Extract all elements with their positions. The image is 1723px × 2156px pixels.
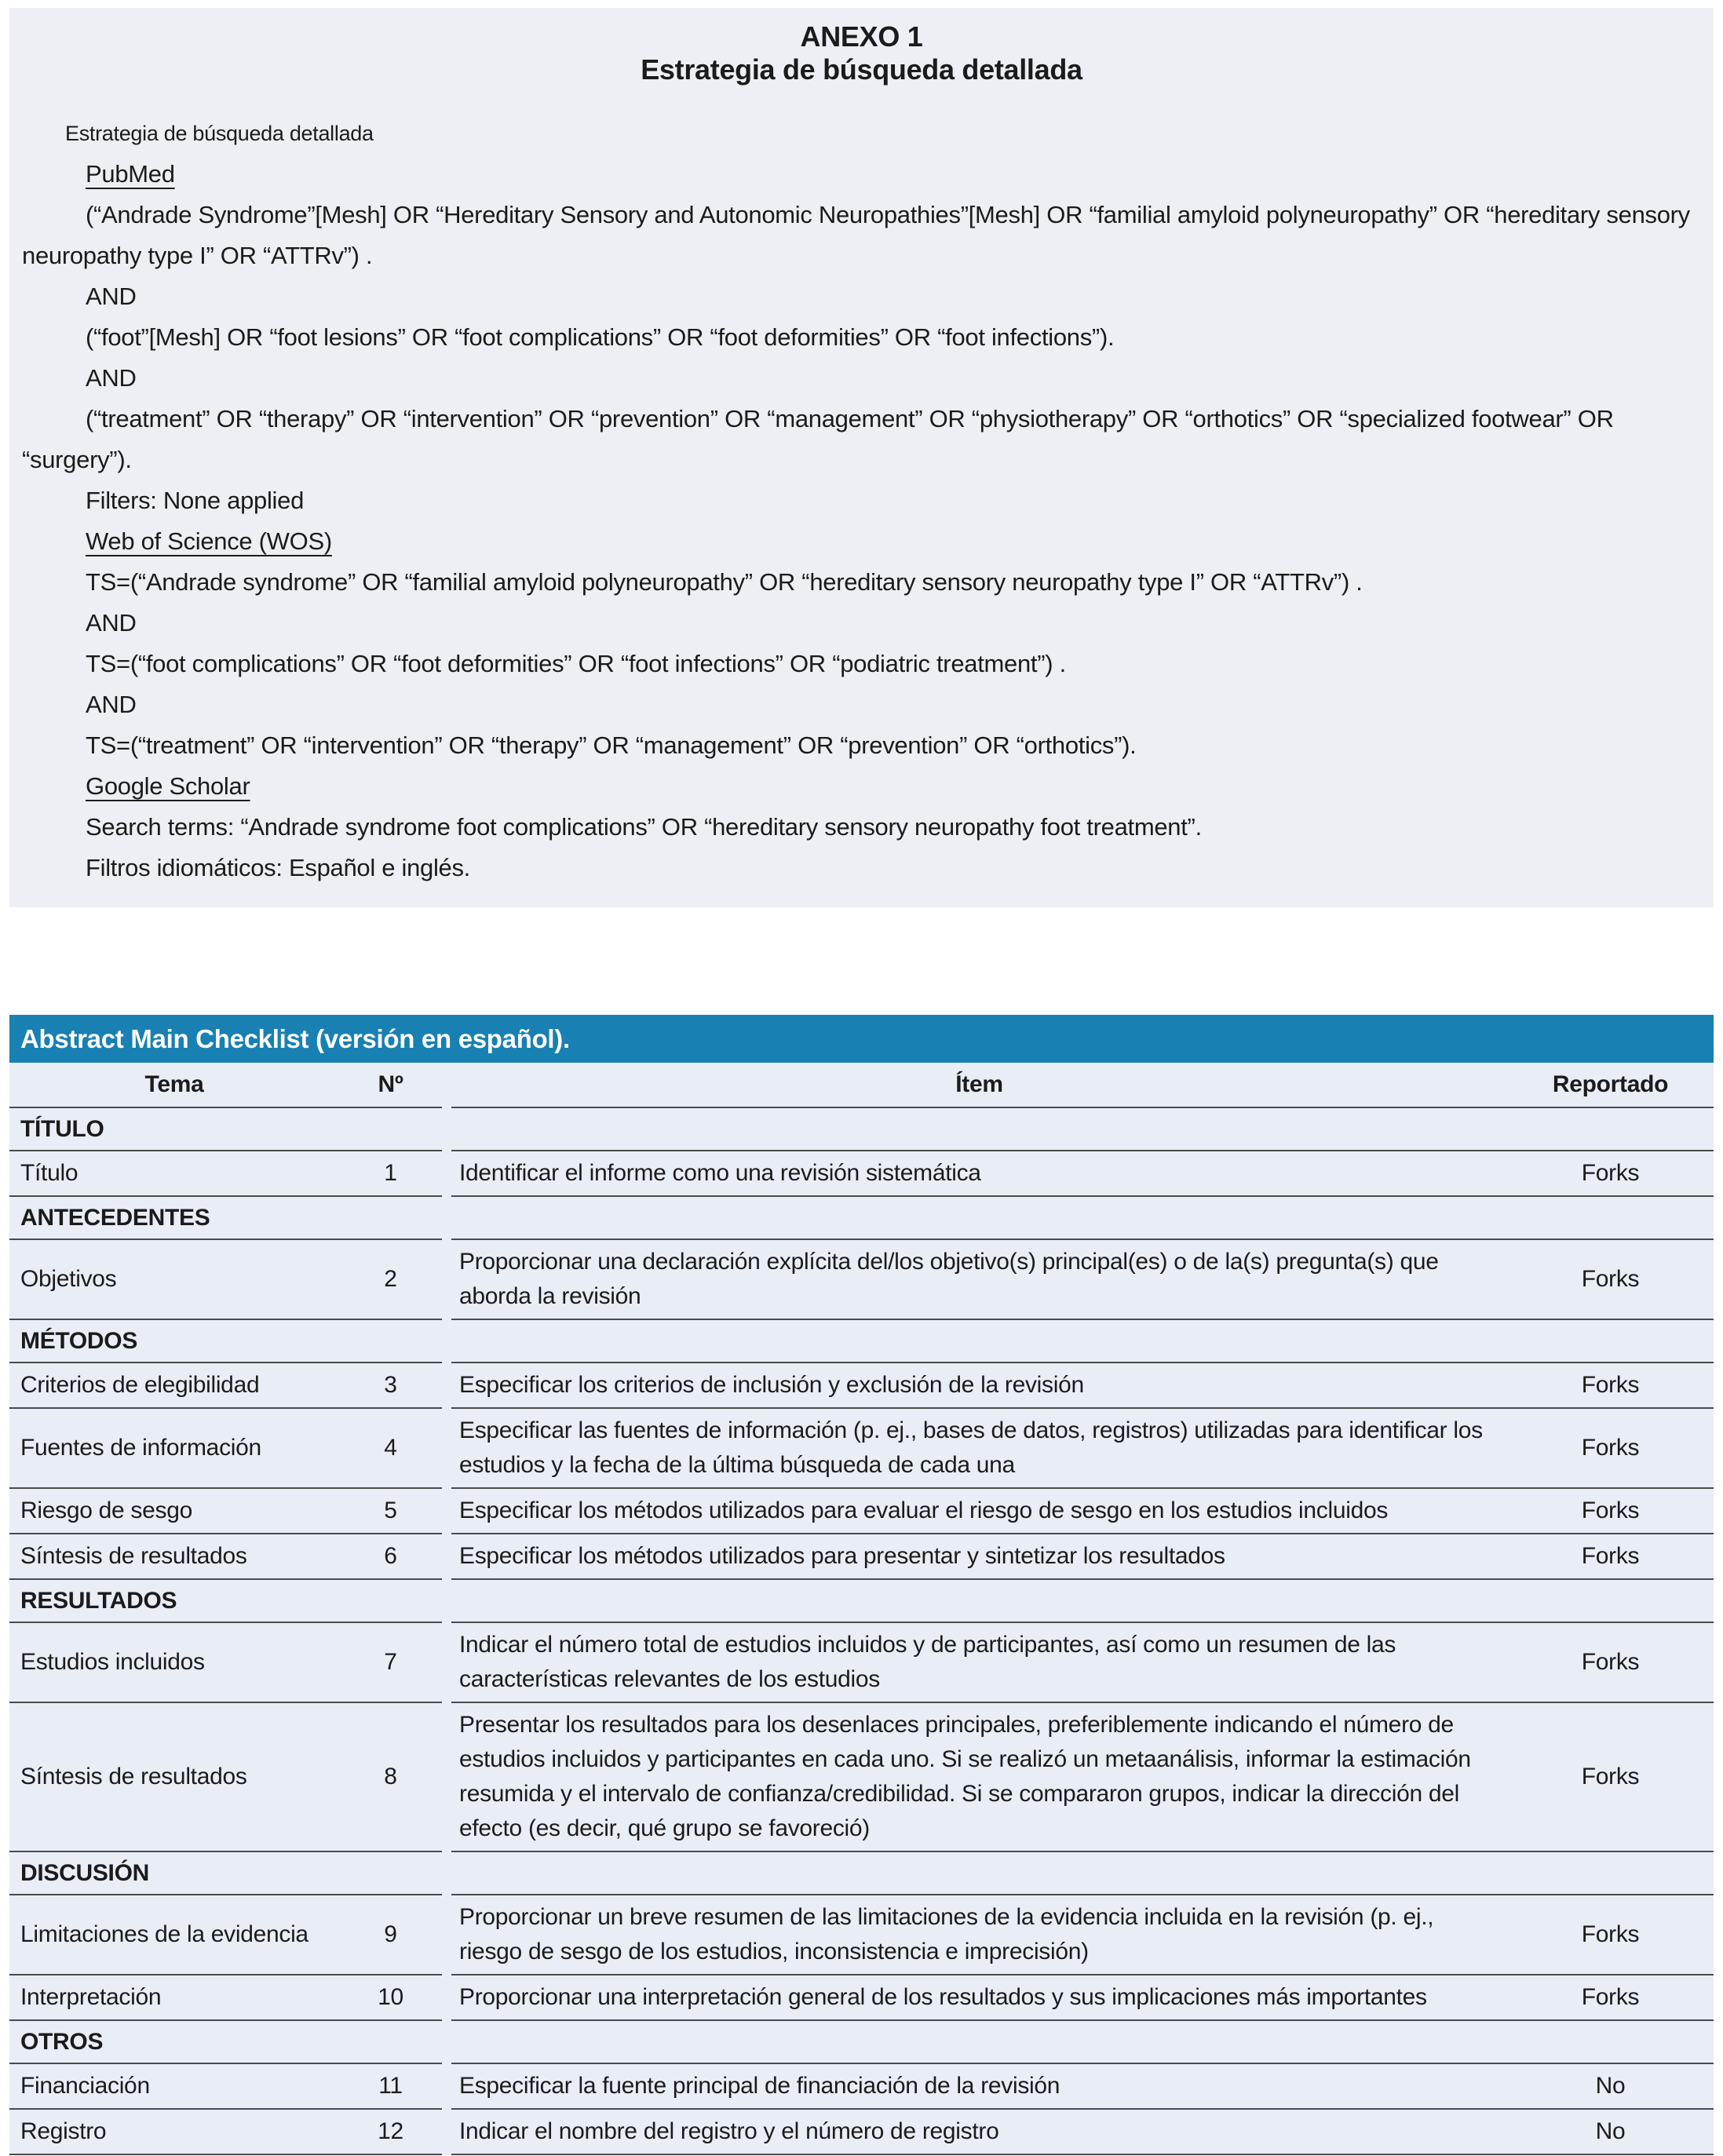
spacer-cell	[442, 1974, 451, 2019]
reportado-cell: Forks	[1507, 1533, 1714, 1578]
item-cell: Especificar los métodos utilizados para evaluar el riesgo de sesgo en los estudios incluidos	[451, 1487, 1507, 1533]
num-cell: 5	[339, 1487, 442, 1533]
tema-cell: Financiación	[9, 2063, 339, 2108]
spacer-cell	[442, 1894, 451, 1974]
table-row	[9, 2108, 1714, 2155]
abstract-checklist-table	[9, 1015, 1714, 2155]
checklist-title-band	[9, 1015, 1714, 1063]
table-row	[9, 1239, 1714, 1319]
tema-cell: Título	[9, 1150, 339, 1195]
reportado-cell: Forks	[1507, 1407, 1714, 1487]
annex-body	[22, 113, 1701, 888]
spacer-cell	[442, 2019, 451, 2063]
reportado-cell: Forks	[1507, 1487, 1714, 1533]
annex-search-lines	[22, 154, 1701, 888]
section-row	[9, 1851, 1714, 1894]
num-cell: 7	[339, 1622, 442, 1702]
section-row	[9, 2019, 1714, 2063]
checklist-header-row	[9, 1063, 1714, 1107]
item-cell: Proporcionar un breve resumen de las limitaciones de la evidencia incluida en la revisión (p. ej., riesgo de sesgo de los estudios, inconsistencia e imprecisión)	[451, 1894, 1507, 1974]
reportado-cell: Forks	[1507, 1362, 1714, 1407]
tema-cell: Criterios de elegibilidad	[9, 1362, 339, 1407]
search-strategy-line: TS=(“treatment” OR “intervention” OR “therapy” OR “management” OR “prevention” OR “orthotics”).	[86, 731, 1137, 759]
spacer-cell	[442, 1407, 451, 1487]
spacer-cell	[442, 1578, 451, 1622]
reportado-cell: Forks	[1507, 1974, 1714, 2019]
search-strategy-line: TS=(“Andrade syndrome” OR “familial amyloid polyneuropathy” OR “hereditary sensory neuropathy type I” OR “ATTRv”) .	[86, 568, 1363, 596]
reportado-cell: No	[1507, 2108, 1714, 2155]
tema-cell: Interpretación	[9, 1974, 339, 2019]
tema-cell: Registro	[9, 2108, 339, 2155]
section-label: DISCUSIÓN	[9, 1851, 339, 1894]
num-cell: 3	[339, 1362, 442, 1407]
item-cell: Especificar los criterios de inclusión y exclusión de la revisión	[451, 1362, 1507, 1407]
item-cell: Especificar la fuente principal de financiación de la revisión	[451, 2063, 1507, 2108]
section-row	[9, 1319, 1714, 1362]
empty-cell	[339, 1195, 442, 1239]
empty-cell	[1507, 1107, 1714, 1150]
item-cell: Indicar el número total de estudios incluidos y de participantes, así como un resumen de las características relevantes de los estudios	[451, 1622, 1507, 1702]
table-row	[9, 1407, 1714, 1487]
empty-cell	[451, 1578, 1507, 1622]
reportado-cell: Forks	[1507, 1702, 1714, 1851]
item-cell: Proporcionar una declaración explícita del/los objetivo(s) principal(es) o de la(s) pregunta(s) que aborda la revisión	[451, 1239, 1507, 1319]
annex-title-line2: Estrategia de búsqueda detallada	[641, 53, 1082, 86]
spacer-cell	[442, 1362, 451, 1407]
num-cell: 2	[339, 1239, 442, 1319]
spacer-cell	[442, 1150, 451, 1195]
search-strategy-line: TS=(“foot complications” OR “foot deformities” OR “foot infections” OR “podiatric treatment”) .	[86, 650, 1066, 677]
section-row	[9, 1578, 1714, 1622]
spacer-cell	[442, 1107, 451, 1150]
search-strategy-line: AND	[86, 283, 137, 310]
num-cell: 8	[339, 1702, 442, 1851]
empty-cell	[339, 2019, 442, 2063]
column-header-num: Nº	[378, 1071, 403, 1097]
tema-cell: Estudios incluidos	[9, 1622, 339, 1702]
item-cell: Identificar el informe como una revisión sistemática	[451, 1150, 1507, 1195]
spacer-cell	[442, 1319, 451, 1362]
spacer-cell	[442, 1622, 451, 1702]
document-page	[0, 8, 1723, 2156]
search-strategy-line: (“foot”[Mesh] OR “foot lesions” OR “foot complications” OR “foot deformities” OR “foot infections”).	[86, 323, 1115, 351]
item-cell: Especificar los métodos utilizados para presentar y sintetizar los resultados	[451, 1533, 1507, 1578]
num-cell: 4	[339, 1407, 442, 1487]
empty-cell	[1507, 1195, 1714, 1239]
search-strategy-line: (“treatment” OR “therapy” OR “intervention” OR “prevention” OR “management” OR “physiotherapy” OR “orthotics” OR “specialized footwear” OR “surgery”).	[22, 405, 1614, 473]
table-row	[9, 1622, 1714, 1702]
database-heading	[22, 521, 1701, 562]
table-row	[9, 1487, 1714, 1533]
spacer-cell	[442, 1533, 451, 1578]
empty-cell	[1507, 1578, 1714, 1622]
section-label: MÉTODOS	[9, 1319, 339, 1362]
empty-cell	[339, 1851, 442, 1894]
table-row	[9, 1894, 1714, 1974]
section-row	[9, 1107, 1714, 1150]
table-row	[9, 1150, 1714, 1195]
column-header-reportado: Reportado	[1552, 1071, 1669, 1097]
tema-cell: Fuentes de información	[9, 1407, 339, 1487]
item-cell: Especificar las fuentes de información (p. ej., bases de datos, registros) utilizadas para identificar los estudios y la fecha de la última búsqueda de cada una	[451, 1407, 1507, 1487]
checklist-body	[9, 1107, 1714, 2155]
empty-cell	[339, 1319, 442, 1362]
tema-cell: Objetivos	[9, 1239, 339, 1319]
spacer-cell	[442, 1851, 451, 1894]
spacer-cell	[442, 1487, 451, 1533]
spacer-cell	[442, 1239, 451, 1319]
item-cell: Proporcionar una interpretación general de los resultados y sus implicaciones más importantes	[451, 1974, 1507, 2019]
tema-cell: Riesgo de sesgo	[9, 1487, 339, 1533]
num-cell: 6	[339, 1533, 442, 1578]
num-cell: 11	[339, 2063, 442, 2108]
num-cell: 1	[339, 1150, 442, 1195]
spacer-cell	[442, 2108, 451, 2155]
reportado-cell: Forks	[1507, 1239, 1714, 1319]
section-label: OTROS	[9, 2019, 339, 2063]
empty-cell	[451, 2019, 1507, 2063]
database-heading-label: PubMed	[86, 160, 175, 188]
reportado-cell: Forks	[1507, 1894, 1714, 1974]
reportado-cell: Forks	[1507, 1150, 1714, 1195]
empty-cell	[1507, 1319, 1714, 1362]
section-label: TÍTULO	[9, 1107, 339, 1150]
annex-intro-line: Estrategia de búsqueda detallada	[65, 122, 374, 145]
annex-search-strategy-block	[9, 8, 1714, 907]
num-cell: 10	[339, 1974, 442, 2019]
search-strategy-line: Filtros idiomáticos: Español e inglés.	[86, 854, 470, 881]
table-row	[9, 1533, 1714, 1578]
table-row	[9, 1702, 1714, 1851]
item-cell: Presentar los resultados para los desenlaces principales, preferiblemente indicando el número de estudios incluidos y participantes en cada uno. Si se realizó un metaanálisis, informar la estimación resumida y el intervalo de confianza/credibilidad. Si se compararon grupos, indicar la dirección del efecto (es decir, qué grupo se favoreció)	[451, 1702, 1507, 1851]
tema-cell: Síntesis de resultados	[9, 1702, 339, 1851]
database-heading-label: Google Scholar	[86, 772, 250, 800]
search-strategy-line: Filters: None applied	[86, 487, 305, 514]
item-cell: Indicar el nombre del registro y el número de registro	[451, 2108, 1507, 2155]
table-row	[9, 2063, 1714, 2108]
spacer-cell	[442, 1702, 451, 1851]
empty-cell	[451, 1195, 1507, 1239]
empty-cell	[1507, 2019, 1714, 2063]
search-strategy-line: AND	[86, 691, 137, 718]
empty-cell	[451, 1107, 1507, 1150]
spacer-cell	[442, 1195, 451, 1239]
database-heading-label: Web of Science (WOS)	[86, 527, 332, 555]
table-row	[9, 1362, 1714, 1407]
checklist-title: Abstract Main Checklist (versión en español).	[9, 1015, 1714, 1063]
empty-cell	[339, 1107, 442, 1150]
empty-cell	[339, 1578, 442, 1622]
database-heading	[22, 766, 1701, 807]
spacer-cell	[442, 2063, 451, 2108]
num-cell: 12	[339, 2108, 442, 2155]
column-header-tema: Tema	[144, 1071, 204, 1097]
search-strategy-line: Search terms: “Andrade syndrome foot complications” OR “hereditary sensory neuropathy foot treatment”.	[86, 813, 1202, 841]
search-strategy-line: AND	[86, 609, 137, 637]
table-row	[9, 1974, 1714, 2019]
num-cell: 9	[339, 1894, 442, 1974]
search-strategy-line: (“Andrade Syndrome”[Mesh] OR “Hereditary Sensory and Autonomic Neuropathies”[Mesh] OR “familial amyloid polyneuropathy” OR “hereditary sensory neuropathy type I” OR “ATTRv”) .	[22, 201, 1690, 269]
section-label: ANTECEDENTES	[9, 1195, 339, 1239]
empty-cell	[451, 1319, 1507, 1362]
section-row	[9, 1195, 1714, 1239]
reportado-cell: No	[1507, 2063, 1714, 2108]
column-spacer	[442, 1063, 451, 1107]
tema-cell: Limitaciones de la evidencia	[9, 1894, 339, 1974]
empty-cell	[1507, 1851, 1714, 1894]
reportado-cell: Forks	[1507, 1622, 1714, 1702]
empty-cell	[451, 1851, 1507, 1894]
section-label: RESULTADOS	[9, 1578, 339, 1622]
annex-title-line1: ANEXO 1	[800, 20, 923, 53]
column-header-item: Ítem	[955, 1071, 1003, 1097]
search-strategy-line: AND	[86, 364, 137, 392]
database-heading	[22, 154, 1701, 195]
tema-cell: Síntesis de resultados	[9, 1533, 339, 1578]
